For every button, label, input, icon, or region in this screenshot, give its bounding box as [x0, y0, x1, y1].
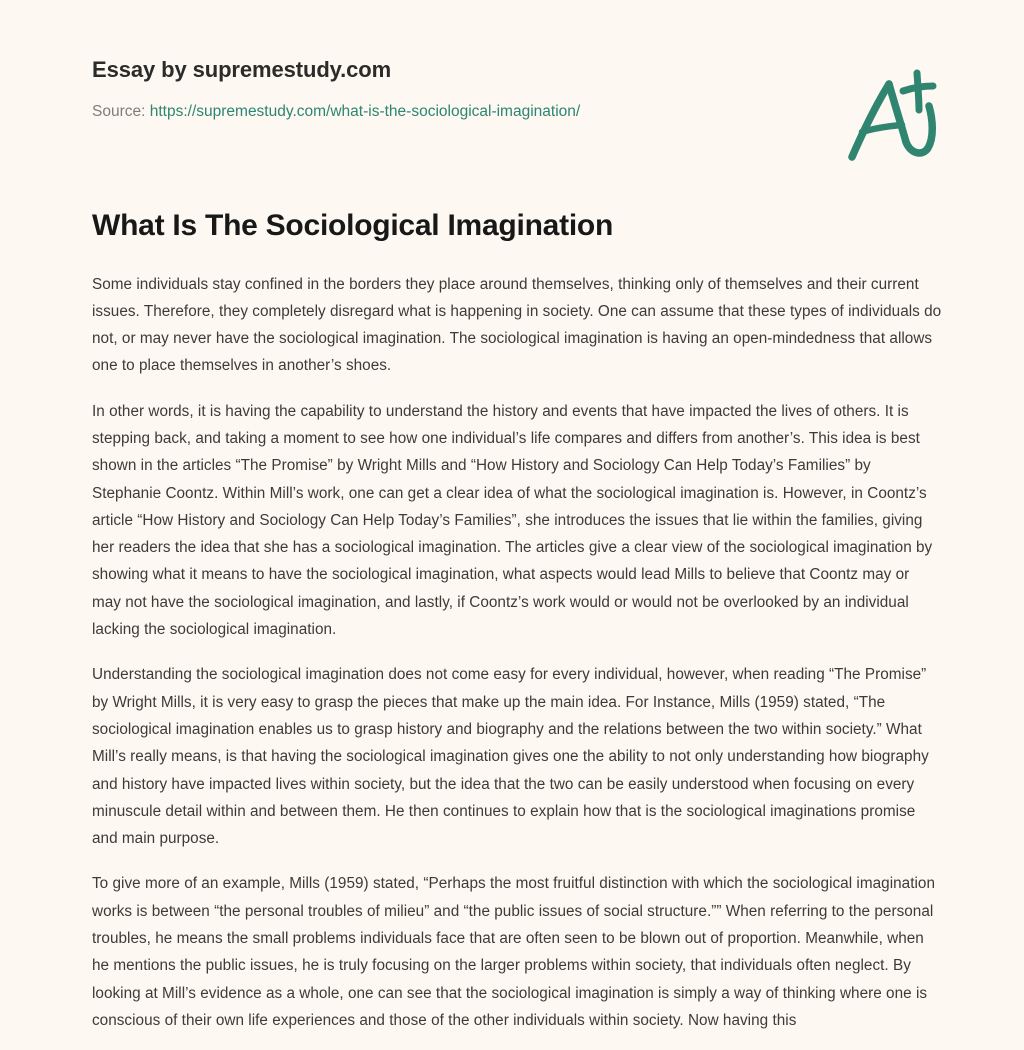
paragraph: In other words, it is having the capability to understand the history and events that have impacted the lives of others. It is stepping back, and taking a moment to see how one individual’s life compares and differs from another’s. This idea is best shown in the articles “The Promise” by Wright Mills and “How History and Sociology Can Help Today’s Families” by Stephanie Coontz. Within Mill’s work, one can get a clear idea of what the sociological imagination is. However, in Coontz’s article “How History and Sociology Can Help Today’s Families”, she introduces the issues that lie within the families, giving her readers the idea that she has a sociological imagination. The articles give a clear view of the sociological imagination by showing what it means to have the sociological imagination, what aspects would lead Mills to believe that Coontz may or may not have the sociological imagination, and lastly, if Coontz’s work would or would not be overlooked by an individual lacking the sociological imagination. [92, 402, 933, 639]
paragraph: Understanding the sociological imagination does not come easy for every individual, however, when reading “The Promise” by Wright Mills, it is very easy to grasp the pieces that make up the main idea. For Instance, Mills (1959) stated, “The sociological imagination enables us to grasp history and biography and the relations between the two within society.” What Mill’s really means, is that having the sociological imagination gives one the ability to not only understanding how biography and history have impacted lives within society, but the idea that the two can be easily understood when focusing on every minuscule detail within and between them. He then continues to explain how that is the sociological imaginations promise and main purpose. [92, 666, 929, 848]
paragraph: To give more of an example, Mills (1959) stated, “Perhaps the most fruitful distinction with which the sociological imagination works is between “the personal troubles of milieu” and “the public issues of social structure.”” When referring to the personal troubles, he means the small problems individuals face that are often seen to be blown out of proportion. Meanwhile, when he mentions the public issues, he is truly focusing on the larger problems within society, that individuals often neglect. By looking at Mill’s evidence as a whole, one can see that the sociological imagination is simply a way of thinking where one is conscious of their own life experiences and those of the other individuals within society. Now having this [92, 875, 935, 1029]
paragraph: Some individuals stay confined in the borders they place around themselves, thinking only of themselves and their current issues. Therefore, they completely disregard what is happening in society. One can assume that these types of individuals do not, or may never have the sociological imagination. The sociological imagination is having an open-mindedness that allows one to place themselves in another’s shoes. [92, 275, 942, 375]
a-plus-logo [832, 58, 952, 178]
source-link[interactable]: https://supremestudy.com/what-is-the-sociological-imagination/ [149, 103, 581, 121]
essay-attribution: Essay by supremestudy.com [92, 57, 392, 82]
document-header [0, 0, 1024, 130]
source-line [92, 102, 946, 122]
source-label: Source: [92, 103, 146, 121]
article-body [92, 271, 942, 1035]
a-plus-logo-icon [832, 58, 952, 178]
article [0, 130, 1024, 1034]
page-title: What Is The Sociological Imagination [92, 209, 614, 242]
